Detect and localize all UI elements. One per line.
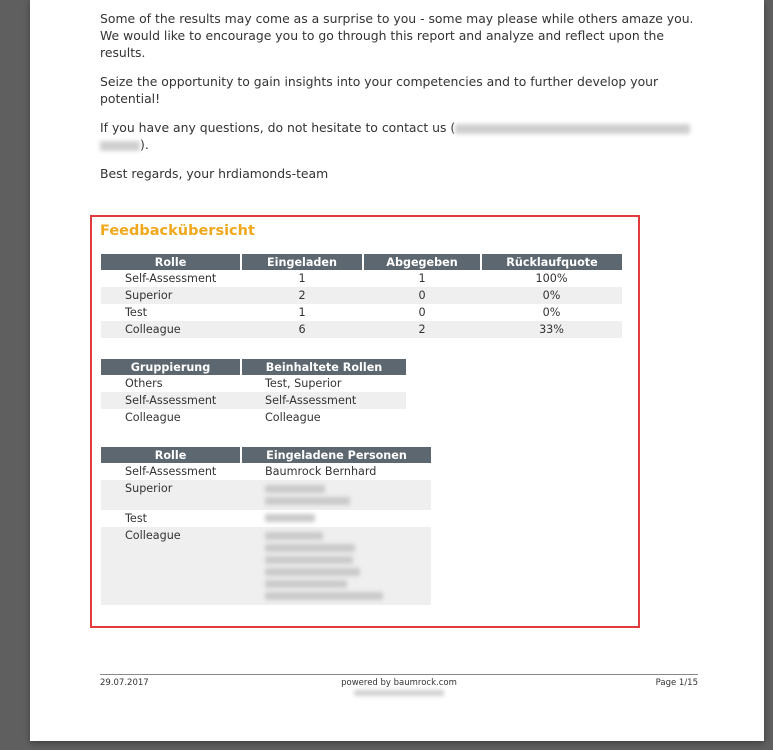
cell-role: Test bbox=[125, 306, 148, 319]
feedback-title: Feedbackübersicht bbox=[100, 223, 255, 239]
footer-powered: powered by baumrock.com bbox=[100, 678, 698, 698]
intro-paragraph-2: Seize the opportunity to gain insights into your competencies and to further develop your potential! bbox=[100, 74, 659, 106]
contact-text-after: ). bbox=[140, 137, 149, 152]
cell-rate: 33% bbox=[481, 321, 622, 338]
redacted-footer-text bbox=[354, 690, 444, 696]
redacted-contact-2 bbox=[100, 141, 140, 151]
header-beinhaltete-rollen: Beinhaltete Rollen bbox=[241, 359, 406, 375]
table-row bbox=[101, 392, 406, 409]
header-eingeladen: Eingeladen bbox=[241, 254, 363, 270]
cell-roles: Test, Superior bbox=[265, 377, 342, 390]
intro-text bbox=[100, 10, 700, 194]
cell-group: Self-Assessment bbox=[101, 392, 241, 409]
header-rolle: Rolle bbox=[101, 447, 241, 463]
header-eingeladene-personen: Eingeladene Personen bbox=[241, 447, 431, 463]
cell-rate: 0% bbox=[542, 306, 561, 319]
cell-submitted: 0 bbox=[363, 287, 481, 304]
cell-rate: 0% bbox=[481, 287, 622, 304]
cell-group: Colleague bbox=[125, 411, 181, 424]
table-row bbox=[101, 463, 431, 480]
table-row bbox=[101, 287, 622, 304]
redacted-contact bbox=[455, 124, 690, 134]
table-row bbox=[101, 527, 431, 605]
cell-persons-redacted bbox=[241, 510, 431, 527]
table-row bbox=[101, 321, 622, 338]
intro-paragraph-4: Best regards, your hrdiamonds-team bbox=[100, 166, 329, 181]
cell-invited: 6 bbox=[241, 321, 363, 338]
table-row bbox=[101, 375, 406, 392]
cell-role: Superior bbox=[101, 287, 241, 304]
header-abgegeben: Abgegeben bbox=[363, 254, 481, 270]
cell-rate: 100% bbox=[535, 272, 568, 285]
cell-invited: 1 bbox=[298, 306, 306, 319]
cell-role: Self-Assessment bbox=[125, 465, 217, 478]
table-row bbox=[101, 270, 622, 287]
header-rolle: Rolle bbox=[101, 254, 241, 270]
cell-role: Colleague bbox=[101, 321, 241, 338]
header-ruecklaufquote: Rücklaufquote bbox=[481, 254, 622, 270]
table-row bbox=[101, 304, 622, 321]
footer-page-number: Page 1/15 bbox=[655, 678, 698, 688]
cell-persons-redacted bbox=[241, 480, 431, 510]
cell-role: Superior bbox=[101, 480, 241, 510]
cell-role: Self-Assessment bbox=[125, 272, 217, 285]
cell-submitted: 0 bbox=[418, 306, 426, 319]
cell-roles: Colleague bbox=[265, 411, 321, 424]
footer-date: 29.07.2017 bbox=[100, 678, 149, 688]
cell-invited: 2 bbox=[241, 287, 363, 304]
table-row bbox=[101, 480, 431, 510]
cell-persons-redacted bbox=[241, 527, 431, 605]
cell-persons: Baumrock Bernhard bbox=[265, 465, 377, 478]
cell-role: Test bbox=[125, 512, 148, 525]
report-page bbox=[30, 0, 764, 741]
intro-paragraph-3 bbox=[100, 119, 700, 153]
table-row bbox=[101, 409, 406, 426]
cell-group: Others bbox=[125, 377, 163, 390]
invited-persons-table bbox=[101, 447, 431, 605]
feedback-overview-box bbox=[90, 215, 640, 628]
response-rate-table bbox=[101, 254, 622, 338]
cell-submitted: 2 bbox=[363, 321, 481, 338]
table-row bbox=[101, 510, 431, 527]
cell-submitted: 1 bbox=[418, 272, 426, 285]
grouping-table bbox=[101, 359, 406, 426]
cell-invited: 1 bbox=[298, 272, 306, 285]
contact-text-before: If you have any questions, do not hesitate to contact us ( bbox=[100, 120, 456, 135]
cell-roles: Self-Assessment bbox=[241, 392, 406, 409]
intro-paragraph-1: Some of the results may come as a surprise to you - some may please while others amaze you. We would like to encourage you to go through this report and analyze and reflect upon the results. bbox=[100, 11, 694, 60]
cell-role: Colleague bbox=[101, 527, 241, 605]
header-gruppierung: Gruppierung bbox=[101, 359, 241, 375]
page-footer bbox=[100, 674, 698, 688]
